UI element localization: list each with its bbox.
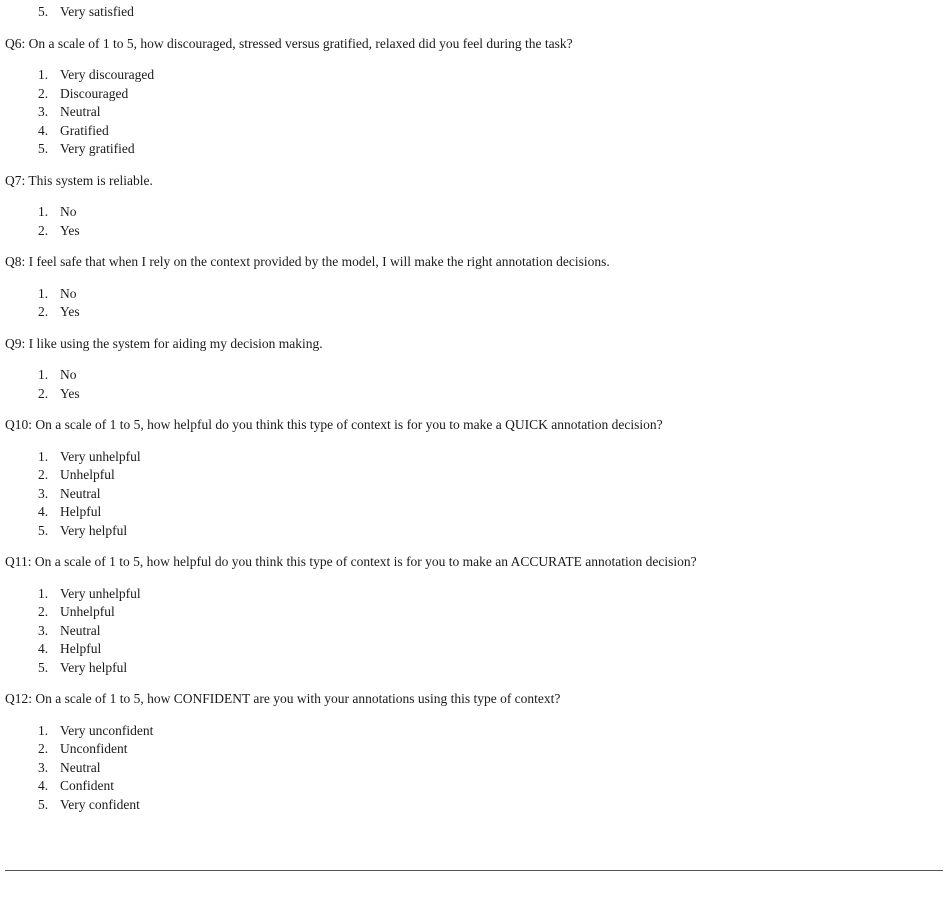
list-item bbox=[0, 585, 948, 604]
option-label: No bbox=[60, 204, 77, 219]
option-number: 2. bbox=[38, 85, 49, 101]
option-number: 4. bbox=[38, 122, 49, 138]
option-list bbox=[0, 585, 948, 678]
option-number: 5. bbox=[38, 522, 49, 538]
list-item bbox=[0, 503, 948, 522]
option-label: No bbox=[60, 285, 77, 301]
option-number: 2. bbox=[38, 222, 49, 238]
list-item bbox=[0, 522, 948, 541]
list-item bbox=[0, 622, 948, 641]
option-label: Very confident bbox=[60, 796, 140, 812]
list-item bbox=[0, 640, 948, 659]
option-number: 3. bbox=[38, 622, 49, 638]
list-item bbox=[0, 366, 948, 385]
list-item bbox=[0, 722, 948, 741]
option-number: 1. bbox=[38, 67, 49, 82]
list-item bbox=[0, 796, 948, 815]
option-number: 1. bbox=[38, 367, 49, 382]
question-q12: Q12: On a scale of 1 to 5, how CONFIDENT are you with your annotations using this type of context? bbox=[5, 691, 561, 706]
option-label: Yes bbox=[60, 304, 80, 319]
option-list bbox=[0, 366, 948, 403]
list-item bbox=[0, 448, 948, 467]
option-label: Discouraged bbox=[60, 85, 129, 101]
option-number: 2. bbox=[38, 741, 49, 756]
option-label: Neutral bbox=[60, 104, 101, 119]
question-list bbox=[0, 35, 948, 828]
footnote-rule bbox=[5, 870, 943, 871]
list-item bbox=[0, 203, 948, 222]
option-label: Helpful bbox=[60, 641, 102, 656]
option-number: 3. bbox=[38, 485, 49, 501]
list-item bbox=[0, 222, 948, 241]
list-item bbox=[0, 103, 948, 122]
option-number: 5. bbox=[38, 4, 49, 19]
question-q7: Q7: This system is reliable. bbox=[5, 172, 153, 188]
option-number: 1. bbox=[38, 585, 49, 601]
list-item bbox=[0, 3, 948, 22]
option-number: 2. bbox=[38, 604, 49, 619]
option-list bbox=[0, 66, 948, 159]
option-label: Confident bbox=[60, 778, 114, 793]
list-item bbox=[0, 740, 948, 759]
list-item bbox=[0, 777, 948, 796]
option-number: 5. bbox=[38, 796, 49, 812]
option-number: 4. bbox=[38, 778, 49, 793]
list-item bbox=[0, 659, 948, 678]
question-q8: Q8: I feel safe that when I rely on the context provided by the model, I will make the right annotation decisions. bbox=[5, 254, 610, 269]
list-item bbox=[0, 466, 948, 485]
option-label: Very unhelpful bbox=[60, 585, 141, 601]
option-number: 2. bbox=[38, 304, 49, 319]
option-number: 1. bbox=[38, 285, 49, 301]
list-item bbox=[0, 485, 948, 504]
option-label: Very unconfident bbox=[60, 722, 154, 738]
list-item bbox=[0, 385, 948, 404]
option-label: Very helpful bbox=[60, 659, 128, 675]
list-item bbox=[0, 66, 948, 85]
option-list bbox=[0, 203, 948, 240]
option-list bbox=[0, 448, 948, 541]
list-item bbox=[0, 285, 948, 304]
list-item bbox=[0, 122, 948, 141]
option-label: Neutral bbox=[60, 759, 101, 775]
option-label: Gratified bbox=[60, 122, 109, 138]
option-number: 4. bbox=[38, 504, 49, 519]
option-label: Neutral bbox=[60, 485, 101, 501]
question-q6: Q6: On a scale of 1 to 5, how discouraged, stressed versus gratified, relaxed did you feel during the task? bbox=[5, 35, 573, 51]
option-number: 1. bbox=[38, 204, 49, 219]
question-q11: Q11: On a scale of 1 to 5, how helpful do you think this type of context is for you to make an ACCURATE annotation decision? bbox=[5, 554, 697, 569]
option-number: 5. bbox=[38, 141, 49, 156]
list-item bbox=[0, 140, 948, 159]
option-label: Very helpful bbox=[60, 522, 128, 538]
option-label: Very satisfied bbox=[60, 4, 134, 19]
option-label: Very gratified bbox=[60, 141, 135, 156]
option-label: Very discouraged bbox=[60, 67, 155, 82]
list-item bbox=[0, 303, 948, 322]
option-number: 2. bbox=[38, 385, 49, 401]
question-q10: Q10: On a scale of 1 to 5, how helpful do you think this type of context is for you to make a QUICK annotation decision? bbox=[5, 417, 663, 432]
option-number: 2. bbox=[38, 467, 49, 482]
option-number: 5. bbox=[38, 659, 49, 675]
option-label: Yes bbox=[60, 222, 80, 238]
option-number: 1. bbox=[38, 448, 49, 464]
option-number: 1. bbox=[38, 722, 49, 738]
option-label: Unhelpful bbox=[60, 604, 115, 619]
option-list bbox=[0, 722, 948, 815]
option-label: Unhelpful bbox=[60, 467, 115, 482]
option-label: Neutral bbox=[60, 622, 101, 638]
option-number: 3. bbox=[38, 759, 49, 775]
option-label: No bbox=[60, 367, 77, 382]
question-q9: Q9: I like using the system for aiding my decision making. bbox=[5, 335, 323, 351]
option-label: Very unhelpful bbox=[60, 448, 141, 464]
list-item bbox=[0, 85, 948, 104]
option-list bbox=[0, 285, 948, 322]
list-item bbox=[0, 603, 948, 622]
list-item bbox=[0, 759, 948, 778]
option-number: 3. bbox=[38, 104, 49, 119]
option-label: Unconfident bbox=[60, 741, 128, 756]
option-label: Yes bbox=[60, 385, 80, 401]
option-label: Helpful bbox=[60, 504, 102, 519]
option-number: 4. bbox=[38, 641, 49, 656]
